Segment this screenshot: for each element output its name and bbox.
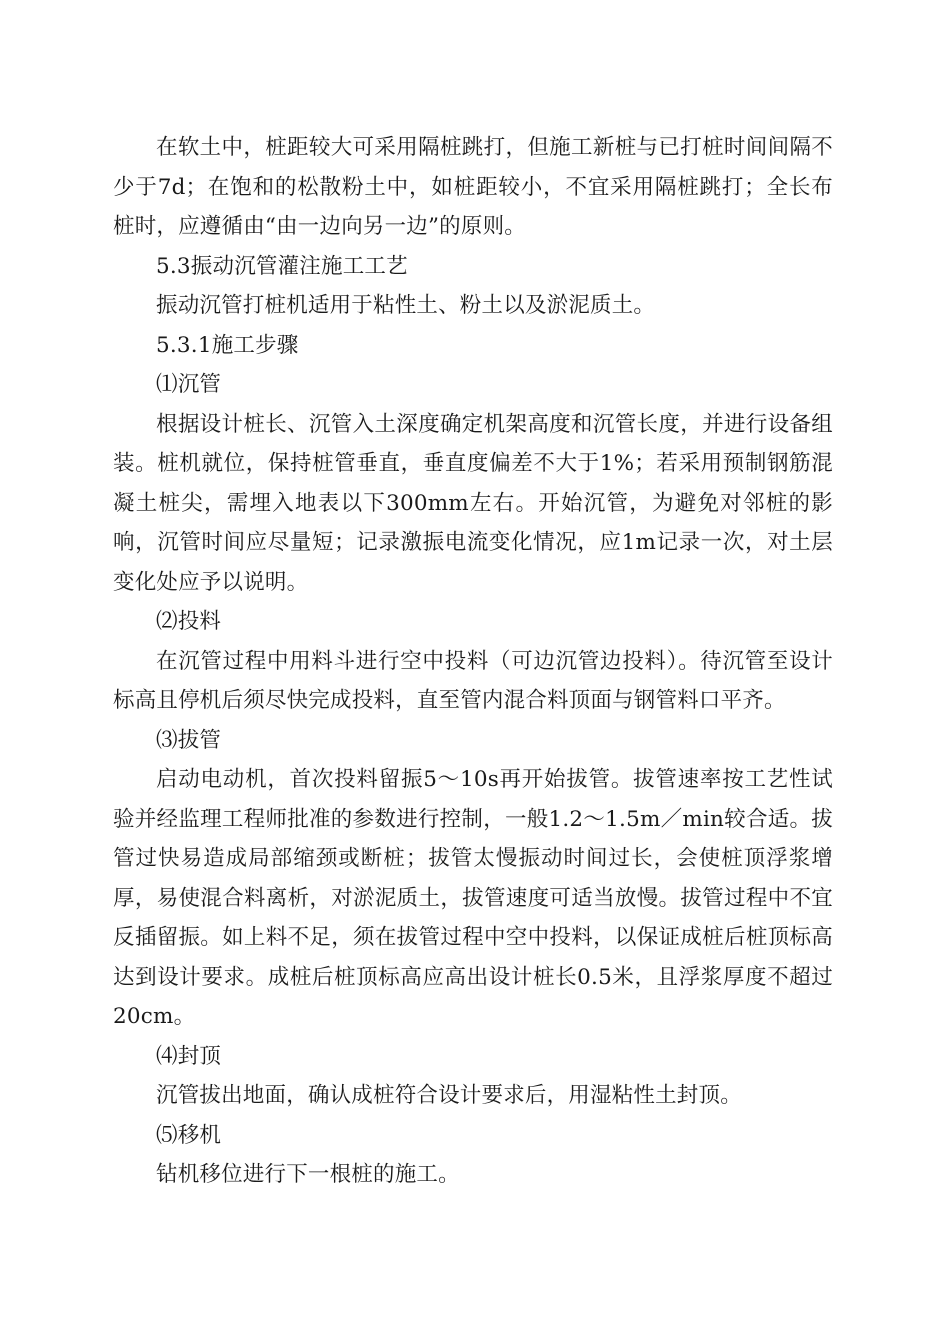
paragraph-moving: 钻机移位进行下一根桩的施工。 bbox=[156, 1162, 460, 1187]
section-heading-5-3-1: 5.3.1施工步骤 bbox=[156, 332, 299, 358]
paragraph-soft-soil-piling: 在软土中，桩距较大可采用隔桩跳打，但施工新桩与已打桩时间间隔不少于7d；在饱和的松散粉土中，如桩距较小，不宜采用隔桩跳打；全长布桩时，应遵循由“由一边向另一边”的原则。 bbox=[113, 135, 833, 239]
section-heading-5-3: 5.3振动沉管灌注施工工艺 bbox=[156, 253, 408, 279]
document-body bbox=[113, 128, 833, 1195]
paragraph-applicability: 振动沉管打桩机适用于粘性土、粉土以及淤泥质土。 bbox=[156, 293, 656, 318]
step-heading-moving: ⑸移机 bbox=[156, 1122, 222, 1148]
paragraph-feeding: 在沉管过程中用料斗进行空中投料（可边沉管边投料）。待沉管至设计标高且停机后须尽快完成投料，直至管内混合料顶面与钢管料口平齐。 bbox=[113, 648, 833, 713]
paragraph-sinking: 根据设计桩长、沉管入土深度确定机架高度和沉管长度，并进行设备组装。桩机就位，保持桩管垂直，垂直度偏差不大于1%；若采用预制钢筋混凝土桩尖，需埋入地表以下300mm左右。开始沉管，为避免对邻桩的影响，沉管时间应尽量短；记录激振电流变化情况，应1m记录一次，对土层变化处应予以说明。 bbox=[113, 411, 833, 595]
paragraph-capping: 沉管拔出地面，确认成桩符合设计要求后，用湿粘性土封顶。 bbox=[156, 1083, 742, 1108]
step-heading-pulling: ⑶拔管 bbox=[156, 727, 222, 753]
step-heading-feeding: ⑵投料 bbox=[156, 609, 222, 634]
paragraph-pulling: 启动电动机，首次投料留振5～10s再开始拔管。拔管速率按工艺性试验并经监理工程师批准的参数进行控制，一般1.2～1.5m／min较合适。拔管过快易造成局部缩颈或断桩；拔管太慢振动时间过长，会使桩顶浮浆增厚，易使混合料离析，对淤泥质土，拔管速度可适当放慢。拔管过程中不宜反插留振。如上料不足，须在拔管过程中空中投料，以保证成桩后桩顶标高达到设计要求。成桩后桩顶标高应高出设计桩长0.5米，且浮浆厚度不超过20cm。 bbox=[113, 767, 833, 1029]
step-heading-sinking: ⑴沉管 bbox=[156, 372, 222, 397]
step-heading-capping: ⑷封顶 bbox=[156, 1043, 222, 1069]
